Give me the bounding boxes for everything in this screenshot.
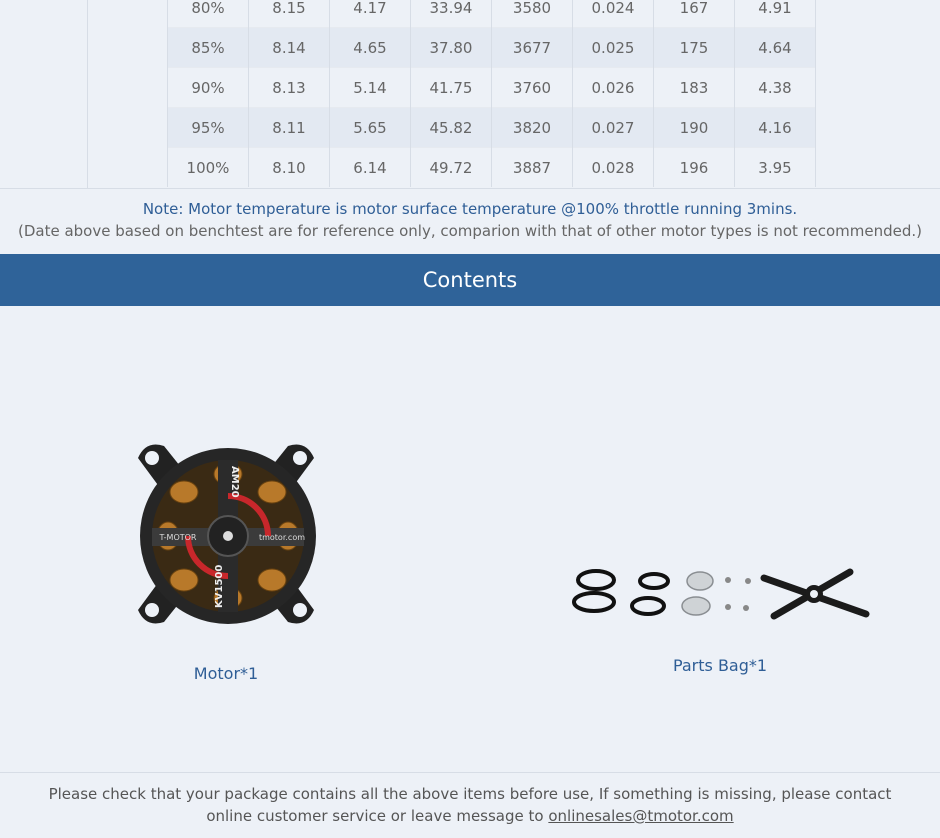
table-cell: 5.14 xyxy=(330,68,411,108)
contents-item-parts-bag xyxy=(545,562,895,675)
table-cell: 4.64 xyxy=(735,28,816,68)
table-cell: 3.95 xyxy=(735,148,816,188)
table-row xyxy=(168,28,816,68)
table-cell: 4.16 xyxy=(735,108,816,148)
contents-title: Contents xyxy=(422,268,518,292)
table-cell: 4.38 xyxy=(735,68,816,108)
footer-text: Please check that your package contains all the above items before use, If something is missing, please contact online customer service or leave message to xyxy=(48,785,892,825)
motor-image xyxy=(126,436,326,632)
table-cell: 196 xyxy=(654,148,735,188)
notes xyxy=(0,196,940,240)
table-left-column xyxy=(87,0,168,188)
table-cell: 4.91 xyxy=(735,0,816,28)
table-cell: 0.027 xyxy=(573,108,654,148)
table-cell: 8.10 xyxy=(249,148,330,188)
table-cell: 3820 xyxy=(492,108,573,148)
table-cell: 85% xyxy=(168,28,249,68)
email-link[interactable]: onlinesales@tmotor.com xyxy=(548,807,734,825)
disclaimer-note: (Date above based on benchtest are for reference only, comparion with that of other motor types is not recommended.) xyxy=(17,222,922,240)
table-cell: 0.025 xyxy=(573,28,654,68)
table-cell: 3887 xyxy=(492,148,573,188)
table-cell: 41.75 xyxy=(411,68,492,108)
contents-item-motor xyxy=(126,436,326,683)
motor-kv-label: KV1500 xyxy=(214,564,225,608)
table-cell: 33.94 xyxy=(411,0,492,28)
table-cell: 8.14 xyxy=(249,28,330,68)
table-cell: 95% xyxy=(168,108,249,148)
table-cell: 183 xyxy=(654,68,735,108)
table-cell: 8.13 xyxy=(249,68,330,108)
table-cell: 4.17 xyxy=(330,0,411,28)
table-cell: 80% xyxy=(168,0,249,28)
table-cell: 3580 xyxy=(492,0,573,28)
table-cell: 4.65 xyxy=(330,28,411,68)
table-row xyxy=(168,68,816,108)
temperature-note: Note: Motor temperature is motor surface temperature @100% throttle running 3mins. xyxy=(142,200,798,218)
table-cell: 8.15 xyxy=(249,0,330,28)
table-row xyxy=(168,148,816,188)
table-cell: 175 xyxy=(654,28,735,68)
motor-brand-label: T-MOTOR xyxy=(159,533,197,542)
table-row xyxy=(168,0,816,28)
parts-bag-label: Parts Bag*1 xyxy=(672,656,768,675)
table-cell: 3677 xyxy=(492,28,573,68)
table-cell: 0.026 xyxy=(573,68,654,108)
contents-header xyxy=(0,254,940,306)
table-cell: 8.11 xyxy=(249,108,330,148)
motor-model-label: AM20 xyxy=(229,466,240,498)
benchtest-table xyxy=(167,0,816,187)
benchtest-table-area xyxy=(0,0,940,189)
table-cell: 0.028 xyxy=(573,148,654,188)
table-cell: 190 xyxy=(654,108,735,148)
table-cell: 45.82 xyxy=(411,108,492,148)
motor-label: Motor*1 xyxy=(193,664,259,683)
table-cell: 3760 xyxy=(492,68,573,108)
table-cell: 90% xyxy=(168,68,249,108)
footer-note xyxy=(40,783,900,827)
table-cell: 6.14 xyxy=(330,148,411,188)
parts-bag-image xyxy=(568,562,872,626)
motor-site-label: tmotor.com xyxy=(258,533,306,542)
footer-divider xyxy=(0,772,940,773)
table-cell: 167 xyxy=(654,0,735,28)
table-cell: 100% xyxy=(168,148,249,188)
table-row xyxy=(168,108,816,148)
table-cell: 37.80 xyxy=(411,28,492,68)
table-cell: 0.024 xyxy=(573,0,654,28)
table-cell: 5.65 xyxy=(330,108,411,148)
table-cell: 49.72 xyxy=(411,148,492,188)
